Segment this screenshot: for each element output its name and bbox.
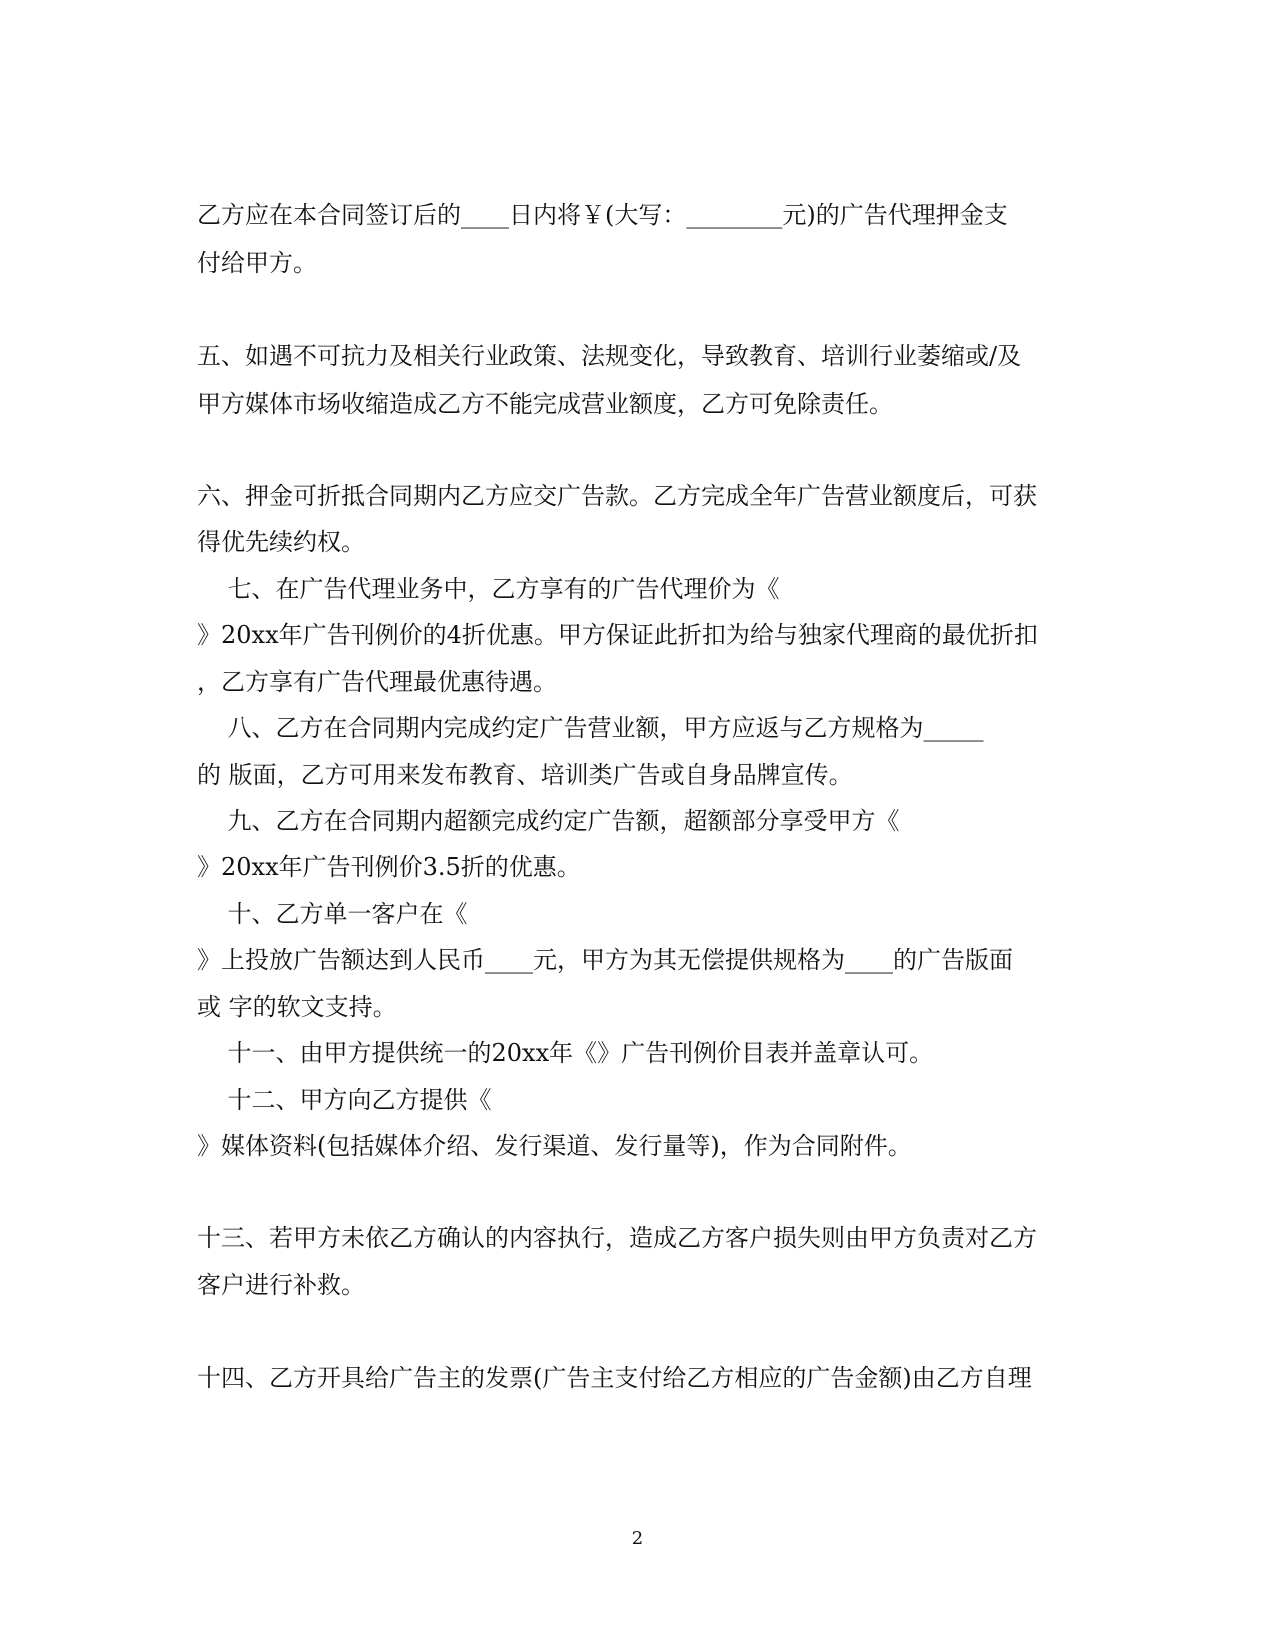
text-line: 十四、乙方开具给广告主的发票(广告主支付给乙方相应的广告金额)由乙方自理 xyxy=(197,1364,1032,1392)
text-line: 十三、若甲方未依乙方确认的内容执行，造成乙方客户损失则由甲方负责对乙方 xyxy=(197,1224,1037,1252)
text-line: 》20xx年广告刊例价3.5折的优惠。 xyxy=(197,853,581,881)
text-line: 乙方应在本合同签订后的____日内将￥(大写：________元)的广告代理押金支 xyxy=(197,201,1008,229)
text-line: 五、如遇不可抗力及相关行业政策、法规变化，导致教育、培训行业萎缩或/及 xyxy=(197,342,1022,370)
text-line: 八、乙方在合同期内完成约定广告营业额，甲方应返与乙方规格为_____ xyxy=(197,714,984,742)
text-line: 客户进行补救。 xyxy=(197,1271,365,1299)
text-line: ，乙方享有广告代理最优惠待遇。 xyxy=(197,668,557,696)
text-line: 》上投放广告额达到人民币____元，甲方为其无偿提供规格为____的广告版面 xyxy=(197,946,1013,974)
text-line: 六、押金可折抵合同期内乙方应交广告款。乙方完成全年广告营业额度后，可获 xyxy=(197,482,1037,510)
text-line: 七、在广告代理业务中，乙方享有的广告代理价为《 xyxy=(197,575,780,603)
text-line: 甲方媒体市场收缩造成乙方不能完成营业额度，乙方可免除责任。 xyxy=(197,390,893,418)
text-line: 》20xx年广告刊例价的4折优惠。甲方保证此折扣为给与独家代理商的最优折扣 xyxy=(197,621,1038,649)
text-line: 或 字的软文支持。 xyxy=(197,993,397,1021)
text-line: 》媒体资料(包括媒体介绍、发行渠道、发行量等)，作为合同附件。 xyxy=(197,1132,912,1160)
text-line: 十、乙方单一客户在《 xyxy=(197,900,468,928)
text-line: 十二、甲方向乙方提供《 xyxy=(197,1086,492,1114)
text-line: 的 版面，乙方可用来发布教育、培训类广告或自身品牌宣传。 xyxy=(197,761,853,789)
text-line: 九、乙方在合同期内超额完成约定广告额，超额部分享受甲方《 xyxy=(197,807,900,835)
page-number: 2 xyxy=(631,1528,644,1549)
text-line: 十一、由甲方提供统一的20xx年《》广告刊例价目表并盖章认可。 xyxy=(197,1039,934,1067)
text-line: 得优先续约权。 xyxy=(197,528,365,556)
text-line: 付给甲方。 xyxy=(197,249,317,277)
